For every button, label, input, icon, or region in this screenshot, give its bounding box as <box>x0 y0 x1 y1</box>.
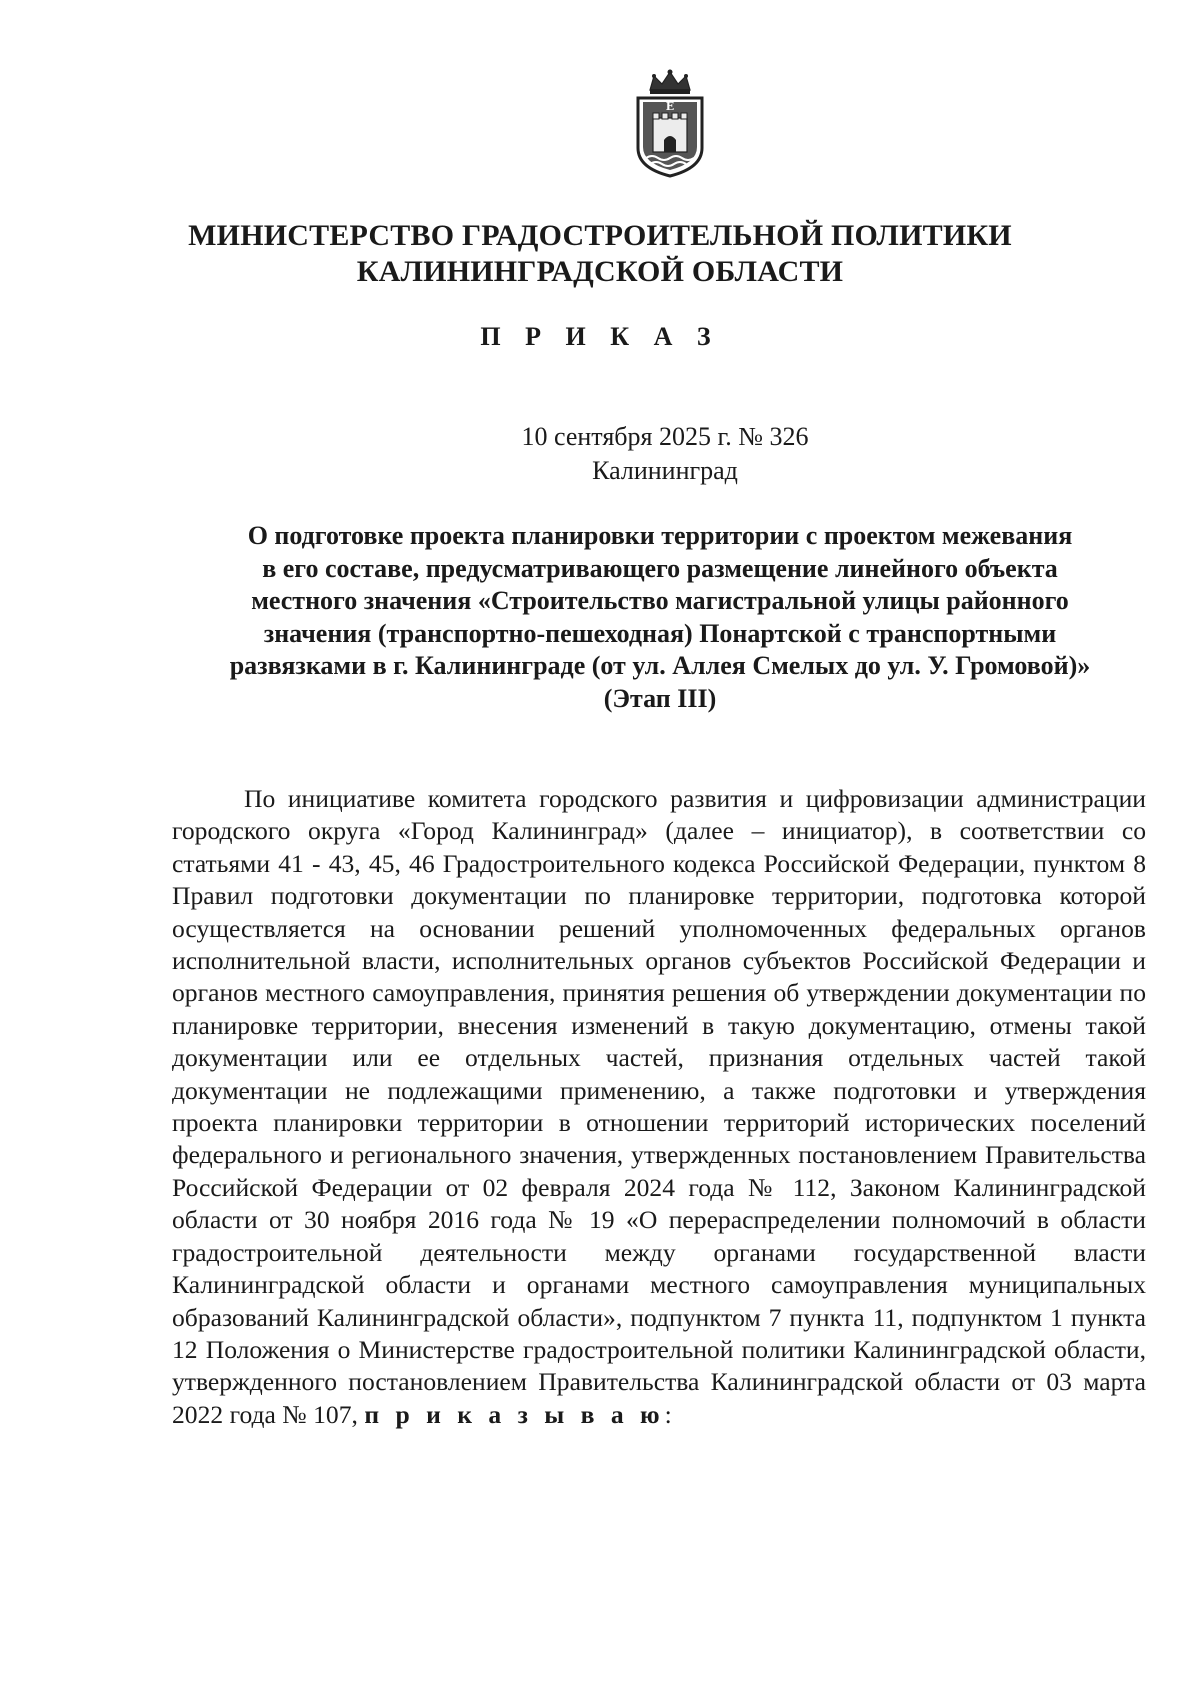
kaliningrad-coat-of-arms-icon <box>628 68 712 178</box>
ministry-name-line1: МИНИСТЕРСТВО ГРАДОСТРОИТЕЛЬНОЙ ПОЛИТИКИ <box>188 219 1012 252</box>
body-paragraph-text: По инициативе комитета городского развития и цифровизации администрации городского округа «Город Калининград» (далее – инициатор), в соответствии со статьями 41 - 43, 45, 46 Градостроительного кодекса Российской Федерации, пунктом 8 Правил подготовки документации по планировке территории, подготовка которой осуществляется на основании решений уполномоченных федеральных органов исполнительной власти, исполнительных органов субъектов Российской Федерации и органов местного самоуправления, принятия решения об утверждении документации по планировке территории, внесения изменений в такую документацию, отмены такой документации или ее отдельных частей, признания отдельных частей такой документации не подлежащими применению, а также подготовки и утверждения проекта планировки территории в отношении территорий исторических поселений федерального и регионального значения, утвержденных постановлением Правительства Российской Федерации от 02 февраля 2024 года № 112, Законом Калининградской области от 30 ноября 2016 года № 19 «О перераспределении полномочий в области градостроительной деятельности между органами государственной власти Калининградской области и органами местного самоуправления муниципальных образований Калининградской области», подпунктом 7 пункта 11, подпунктом 1 пункта 12 Положения о Министерстве градостроительной политики Калининградской области, утвержденного постановлением Правительства Калининградской области от 03 марта 2022 года № 107, <box>172 784 1146 1429</box>
document-city: Калининград <box>592 456 738 485</box>
document-date-number: 10 сентября 2025 г. № 326 <box>521 422 809 451</box>
title-line-2: в его составе, предусматривающего размещение линейного объекта <box>262 553 1058 583</box>
decree-colon: : <box>664 1399 672 1429</box>
decree-word: п р и к а з ы в а ю <box>364 1399 665 1429</box>
svg-text:Е: Е <box>665 100 675 113</box>
title-line-3: местного значения «Строительство магистральной улицы районного <box>251 586 1069 615</box>
title-line-6: (Этап III) <box>603 683 717 713</box>
title-line-4: значения (транспортно-пешеходная) Понартской с транспортными <box>263 618 1057 648</box>
document-title <box>170 520 1150 715</box>
title-line-1: О подготовке проекта планировки территории с проектом межевания <box>247 521 1073 550</box>
title-line-5: развязками в г. Калининграде (от ул. Аллея Смелых до ул. У. Громовой)» <box>229 651 1091 680</box>
document-type-heading: П Р И К А З <box>480 322 720 351</box>
document-date-block <box>0 420 1200 488</box>
ministry-name <box>0 218 1200 290</box>
ministry-name-line2: КАЛИНИНГРАДСКОЙ ОБЛАСТИ <box>356 255 844 288</box>
body-paragraph <box>172 783 1146 1431</box>
